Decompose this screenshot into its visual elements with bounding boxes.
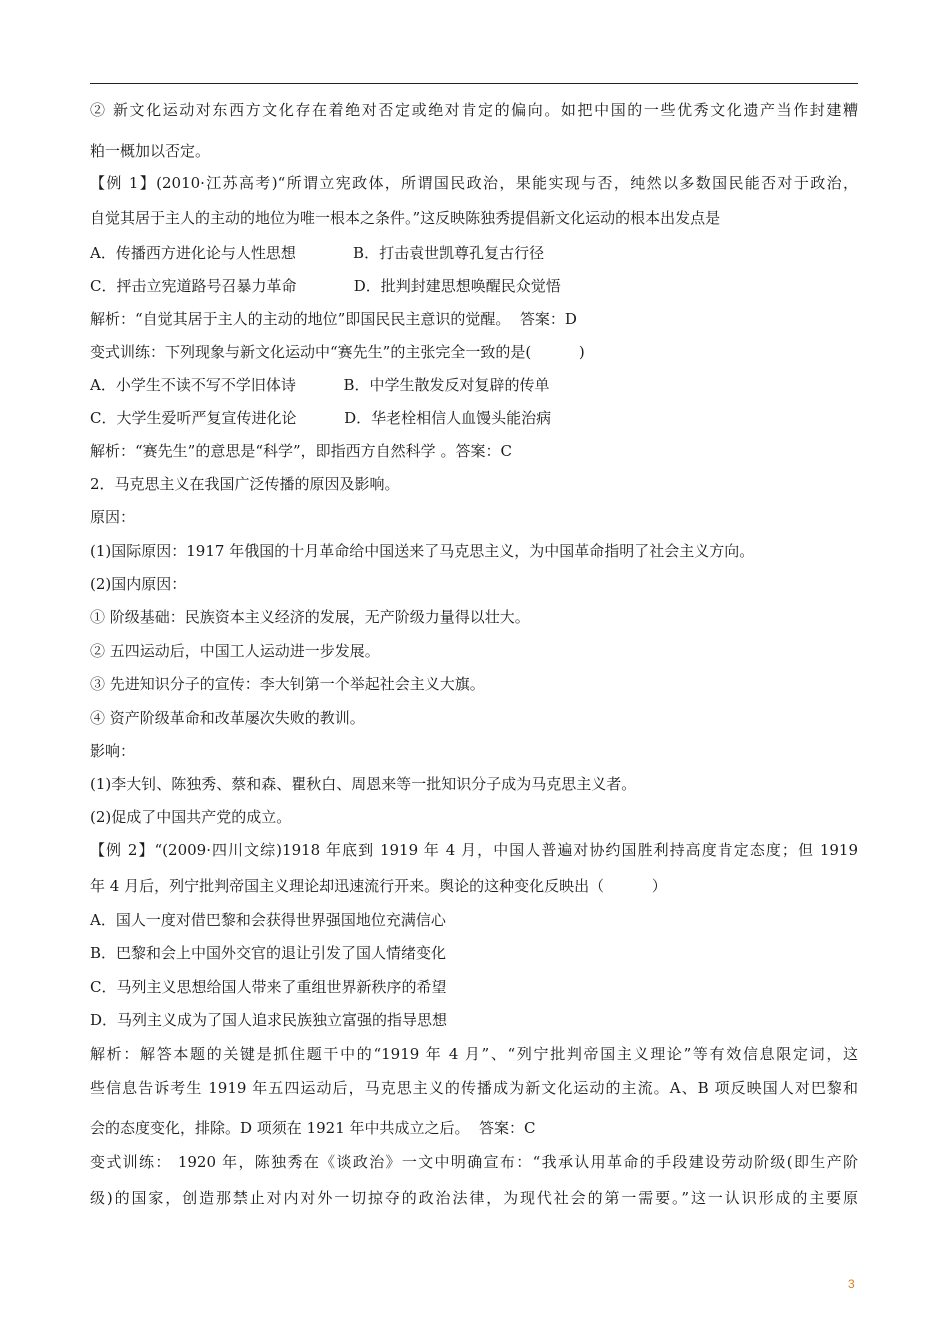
- text-line: C．大学生爱听严复宣传进化论 D．华老栓相信人血馒头能治病: [90, 409, 552, 427]
- page-number: 3: [848, 1277, 855, 1291]
- text-line: 解析：“自觉其居于主人的主动的地位”即国民民主意识的觉醒。 答案：D: [90, 310, 577, 328]
- text-line: 变式训练：下列现象与新文化运动中“赛先生”的主张完全一致的是( ): [90, 343, 585, 361]
- text-line: 解析：“赛先生”的意思是“科学”，即指西方自然科学 。答案：C: [90, 442, 512, 460]
- text-line: ③ 先进知识分子的宣传：李大钊第一个举起社会主义大旗。: [90, 675, 485, 693]
- text-line: 解析：解答本题的关键是抓住题干中的“1919 年 4 月”、“列宁批判帝国主义理论”等有效信息限定词，这: [90, 1045, 858, 1063]
- header-rule: [90, 83, 858, 84]
- text-line: A．传播西方进化论与人性思想 B．打击袁世凯尊孔复古行径: [90, 244, 545, 262]
- text-line: ④ 资产阶级革命和改革屡次失败的教训。: [90, 709, 365, 727]
- text-line: (2)促成了中国共产党的成立。: [90, 808, 292, 826]
- text-line: 影响：: [90, 742, 136, 760]
- text-line: 2．马克思主义在我国广泛传播的原因及影响。: [90, 475, 400, 493]
- text-line: A．小学生不读不写不学旧体诗 B．中学生散发反对复辟的传单: [90, 376, 550, 394]
- text-line: B．巴黎和会上中国外交官的退让引发了国人情绪变化: [90, 944, 447, 962]
- text-line: 【例 1】(2010·江苏高考)“所谓立宪政体，所谓国民政治，果能实现与否，纯然以多数国民能否对于政治，: [90, 174, 858, 192]
- text-line: A．国人一度对借巴黎和会获得世界强国地位充满信心: [90, 911, 446, 929]
- text-line: ② 五四运动后，中国工人运动进一步发展。: [90, 642, 380, 660]
- text-line: ① 阶级基础：民族资本主义经济的发展，无产阶级力量得以壮大。: [90, 608, 530, 626]
- text-line: 变式训练： 1920 年，陈独秀在《谈政治》一文中明确宣布：“我承认用革命的手段建设劳动阶级(即生产阶: [90, 1153, 858, 1171]
- text-line: (1)国际原因：1917 年俄国的十月革命给中国送来了马克思主义，为中国革命指明了社会主义方向。: [90, 542, 755, 560]
- text-line: (1)李大钊、陈独秀、蔡和森、瞿秋白、周恩来等一批知识分子成为马克思主义者。: [90, 775, 637, 793]
- text-line: 原因：: [90, 508, 136, 526]
- text-line: 些信息告诉考生 1919 年五四运动后，马克思主义的传播成为新文化运动的主流。A、B 项反映国人对巴黎和: [90, 1079, 858, 1097]
- text-line: 年 4 月后，列宁批判帝国主义理论却迅速流行开来。舆论的这种变化反映出（ ）: [90, 877, 667, 895]
- text-line: 粕一概加以否定。: [90, 142, 211, 160]
- text-line: ② 新文化运动对东西方文化存在着绝对否定或绝对肯定的偏向。如把中国的一些优秀文化遗产当作封建糟: [90, 101, 858, 119]
- text-line: 会的态度变化，排除。D 项须在 1921 年中共成立之后。 答案：C: [90, 1119, 536, 1137]
- text-line: C．抨击立宪道路号召暴力革命 D．批判封建思想唤醒民众觉悟: [90, 277, 561, 295]
- text-line: (2)国内原因：: [90, 575, 187, 593]
- text-line: 【例 2】“(2009·四川文综)1918 年底到 1919 年 4 月，中国人普遍对协约国胜利持高度肯定态度；但 1919: [90, 841, 858, 859]
- text-line: D．马列主义成为了国人追求民族独立富强的指导思想: [90, 1011, 448, 1029]
- text-line: C．马列主义思想给国人带来了重组世界新秩序的希望: [90, 978, 447, 996]
- text-line: 级)的国家，创造那禁止对内对外一切掠夺的政治法律，为现代社会的第一需要。”这一认识形成的主要原: [90, 1189, 858, 1207]
- text-line: 自觉其居于主人的主动的地位为唯一根本之条件。”这反映陈独秀提倡新文化运动的根本出发点是: [90, 209, 721, 227]
